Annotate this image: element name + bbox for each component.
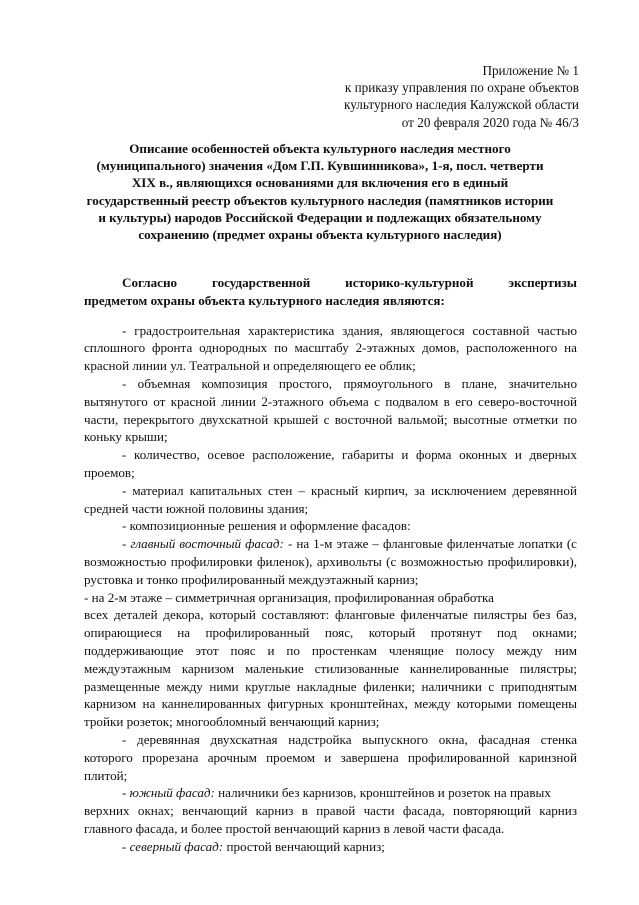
south-facade-text: наличники без карнизов, кронштейнов и розеток на правых <box>214 785 551 801</box>
protection-item-facades: - композиционные решения и оформление фасадов: <box>122 518 411 534</box>
document-body <box>84 274 577 856</box>
north-facade-text: простой венчающий карниз; <box>223 838 385 854</box>
protection-item-wall-material: - материал капитальных стен – красный кирпич, за исключением деревянной средней части южной половины здания; <box>84 482 577 516</box>
protection-item-wooden-superstructure: - деревянная двухскатная надстройка выпускного окна, фасадная стенка которого прорезана арочным проемом и завершена профилированной каринзной плитой; <box>84 731 577 783</box>
appendix-order-line: к приказу управления по охране объектов <box>344 80 579 96</box>
intro-line-2: предметом охраны объекта культурного наследия являются: <box>84 292 445 308</box>
appendix-authority-line: культурного наследия Калужской области <box>344 97 579 113</box>
protection-item-openings: - количество, осевое расположение, габариты и форма оконных и дверных проемов; <box>84 447 577 480</box>
main-facade-label: - главный восточный фасад: <box>122 536 284 552</box>
appendix-date-line: от 20 февраля 2020 года № 46/3 <box>401 114 579 130</box>
appendix-number: Приложение № 1 <box>482 63 579 78</box>
appendix-header <box>289 62 579 131</box>
protection-item-main-facade <box>84 535 577 588</box>
protection-item-upper-windows: верхних окнах; венчающий карниз в правой части фасада, повторяющий карниз главного фасада, и более простой венчающий карниз в левой части фасада. <box>84 803 577 836</box>
main-facade-text: - на 1-м этаже – фланговые филенчатые лопатки (с возможностью профилировки филенок), архивольты (с возможностью профилировки), рустовка и тонко профилированный междуэтажный карниз; <box>84 536 577 587</box>
document-title: Описание особенностей объекта культурного наследия местного (муниципального) значения «Дом Г.П. Кувшинникова», 1-я, посл. четверти XIX в., являющихся основаниями для включения его в единый государственный реестр объектов культурного наследия (памятников истории и культуры) народов Российской Федерации и подлежащих обязательному сохранению (предмет охраны объекта культурного наследия) <box>86 141 554 243</box>
protection-item-south-facade <box>84 784 577 802</box>
north-facade-label: - северный фасад: <box>122 838 224 854</box>
protection-item-volume-composition: - объемная композиция простого, прямоугольного в плане, значительно вытянутого от красной линии 2-этажного объема с подвалом в его северо-восточной части, перекрытого двухскатной крышей с восточной вальмой; высотные отметки по коньку крыши; <box>84 375 577 445</box>
intro-line-1: Согласно государственной историко-культурной экспертизы <box>122 275 577 290</box>
protection-item-urban-planning: - градостроительная характеристика здания, являющегося составной частью сплошного фронта однородных по масштабу 2-этажных домов, расположенного на красной линии ул. Театральной и определяющего ее облик; <box>84 322 577 374</box>
protection-item-north-facade <box>84 838 577 856</box>
south-facade-label: - южный фасад: <box>122 785 215 801</box>
protection-item-decor-details: всех деталей декора, который составляют: фланговые филенчатые пилястры без баз, опирающиеся на профилированный пояс, который протянут под окнами; поддерживающие этот пояс и по простенкам членящие полосу между ним междуэтажным карнизом маленькие стилизованные каннелированные пилястры; размещенные между ними круглые накладные филенки; наличники с приподнятым карнизом на каннелированных фигурных кронштейнах, между которыми помещены тройки розеток; многообломный венчающий карниз; <box>84 607 577 730</box>
protection-item-second-floor: - на 2-м этаже – симметричная организация, профилированная обработка <box>84 589 494 605</box>
